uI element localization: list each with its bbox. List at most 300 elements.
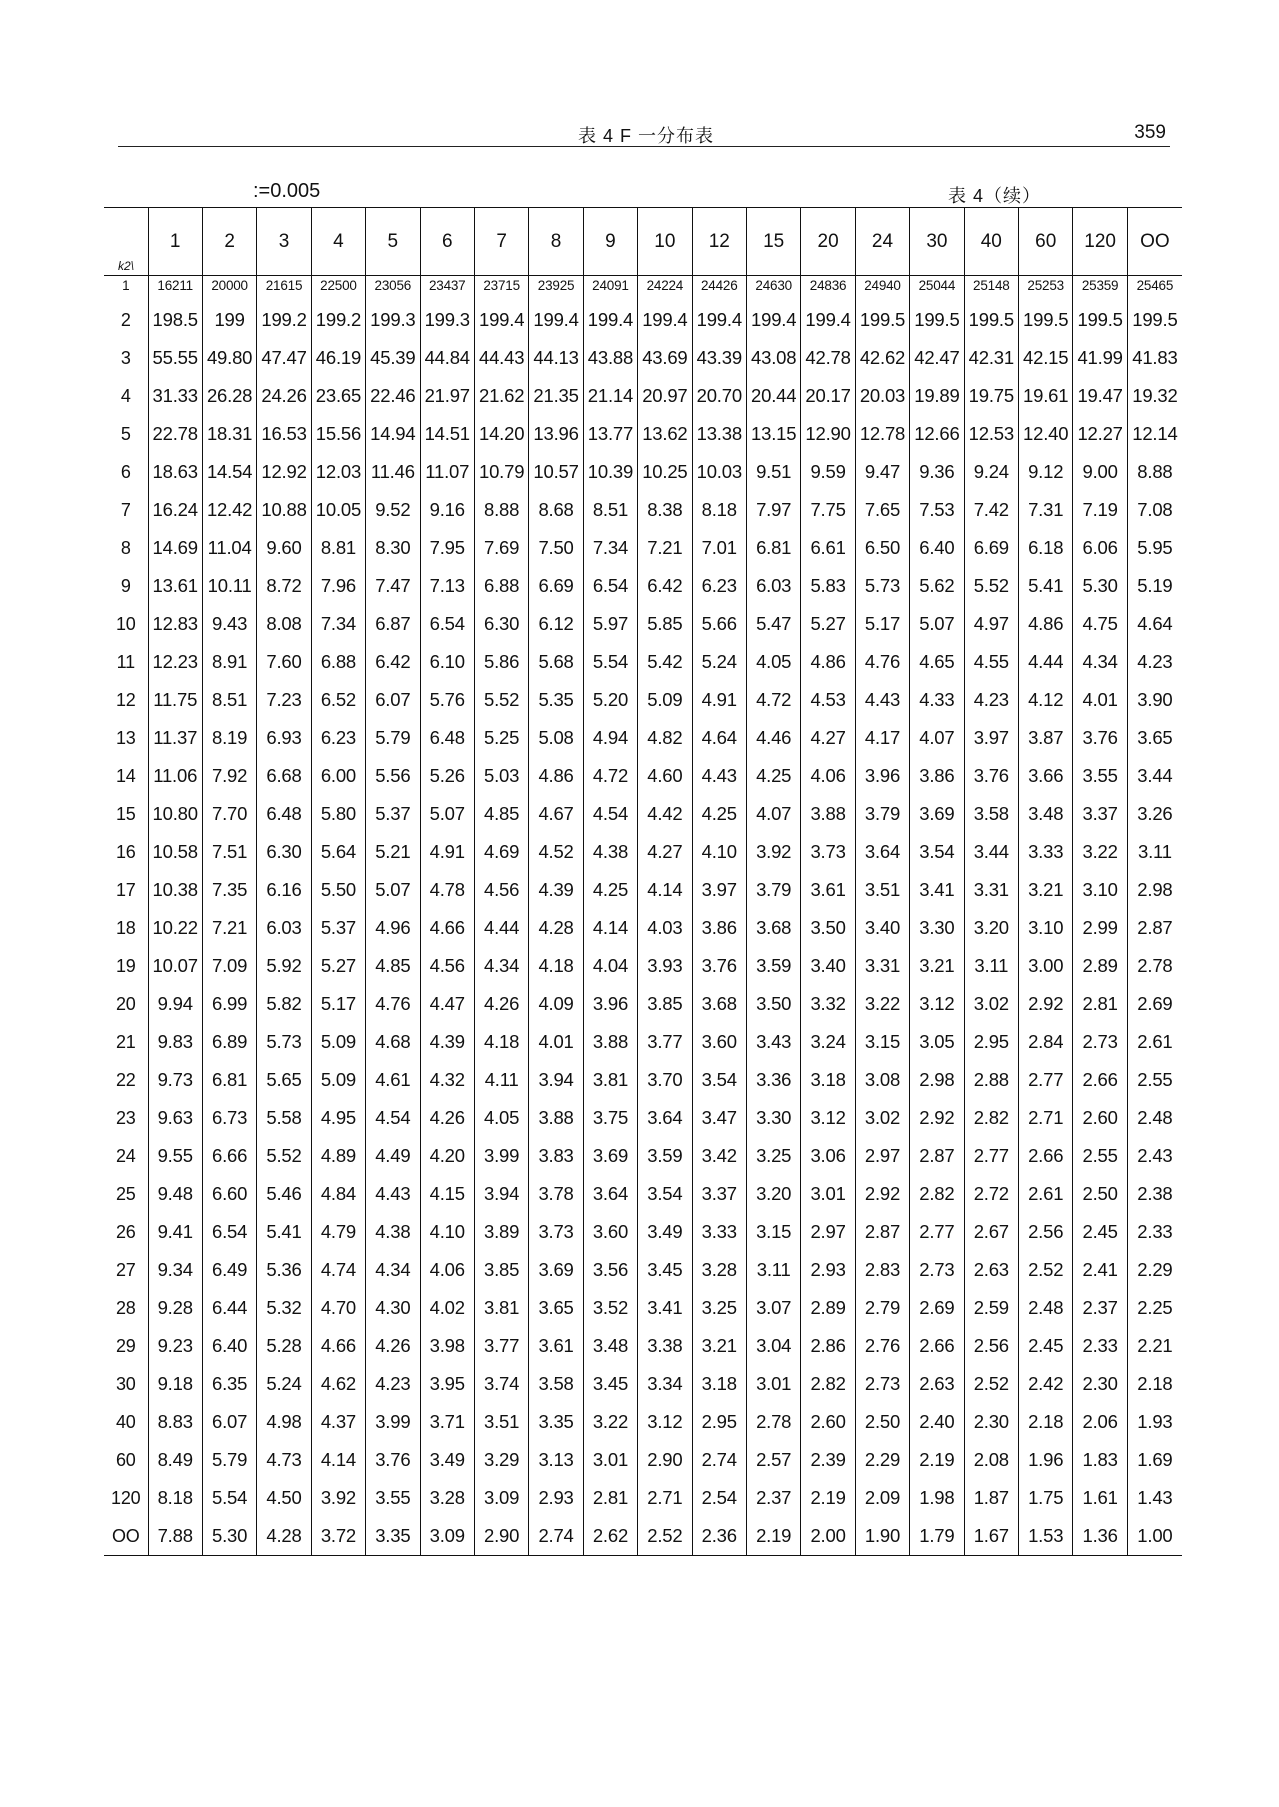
table-cell: 1.53 [1019, 1517, 1073, 1556]
corner-cell [104, 208, 148, 276]
table-cell: 3.01 [801, 1175, 855, 1213]
table-cell: 4.68 [366, 1023, 420, 1061]
table-cell: 3.83 [529, 1137, 583, 1175]
table-cell: 199.5 [1019, 301, 1073, 339]
table-cell: 4.52 [529, 833, 583, 871]
table-cell: 3.88 [801, 795, 855, 833]
row-label: 9 [120, 575, 131, 596]
table-cell: 2.99 [1073, 909, 1127, 947]
table-cell: 3.09 [420, 1517, 474, 1556]
table-row [104, 1441, 1182, 1479]
table-cell: 5.21 [366, 833, 420, 871]
table-cell: 3.86 [692, 909, 746, 947]
table-cell: 25359 [1073, 276, 1127, 302]
table-cell: 5.68 [529, 643, 583, 681]
table-cell: 6.00 [311, 757, 365, 795]
table-cell: 4.15 [420, 1175, 474, 1213]
table-cell: 3.28 [420, 1479, 474, 1517]
table-cell: 10.39 [583, 453, 637, 491]
table-cell: 3.21 [910, 947, 964, 985]
row-label: 18 [115, 917, 136, 938]
table-cell: 4.56 [420, 947, 474, 985]
table-cell: 2.19 [910, 1441, 964, 1479]
table-cell: 4.64 [692, 719, 746, 757]
table-cell: 5.46 [257, 1175, 311, 1213]
table-cell: 5.30 [1073, 567, 1127, 605]
table-cell: 3.76 [692, 947, 746, 985]
table-cell: 5.35 [529, 681, 583, 719]
table-cell: 2.66 [910, 1327, 964, 1365]
table-cell: 3.10 [1073, 871, 1127, 909]
table-cell: 7.70 [202, 795, 256, 833]
table-cell: 6.81 [746, 529, 800, 567]
table-cell: 2.59 [964, 1289, 1018, 1327]
table-cell: 4.25 [692, 795, 746, 833]
table-cell: 5.41 [257, 1213, 311, 1251]
table-cell: 1.90 [855, 1517, 909, 1556]
table-cell: 41.99 [1073, 339, 1127, 377]
table-cell: 6.35 [202, 1365, 256, 1403]
table-cell: 10.03 [692, 453, 746, 491]
column-header: 4 [311, 208, 365, 276]
table-cell: 14.69 [148, 529, 202, 567]
table-cell: 3.93 [638, 947, 692, 985]
row-label: 2 [120, 309, 131, 330]
table-cell: 12.14 [1127, 415, 1182, 453]
table-cell: 5.09 [311, 1061, 365, 1099]
table-cell: 3.73 [801, 833, 855, 871]
table-cell: 3.88 [529, 1099, 583, 1137]
table-cell: 42.15 [1019, 339, 1073, 377]
table-cell: 4.62 [311, 1365, 365, 1403]
table-cell: 2.21 [1127, 1327, 1182, 1365]
table-cell: 8.18 [148, 1479, 202, 1517]
table-cell: 6.50 [855, 529, 909, 567]
table-cell: 13.77 [583, 415, 637, 453]
table-cell: 4.70 [311, 1289, 365, 1327]
table-cell: 10.57 [529, 453, 583, 491]
table-cell: 3.30 [746, 1099, 800, 1137]
table-cell: 4.69 [474, 833, 528, 871]
table-cell: 2.56 [1019, 1213, 1073, 1251]
table-cell: 3.96 [855, 757, 909, 795]
table-cell: 9.36 [910, 453, 964, 491]
table-cell: 6.30 [257, 833, 311, 871]
table-cell: 6.68 [257, 757, 311, 795]
table-cell: 42.31 [964, 339, 1018, 377]
row-label: 16 [115, 841, 136, 862]
table-cell: 3.01 [583, 1441, 637, 1479]
table-row [104, 1099, 1182, 1137]
column-header: 7 [474, 208, 528, 276]
table-cell: 4.73 [257, 1441, 311, 1479]
table-cell: 4.27 [801, 719, 855, 757]
table-cell: 24426 [692, 276, 746, 302]
table-cell: 43.88 [583, 339, 637, 377]
table-cell: 41.83 [1127, 339, 1182, 377]
table-cell: 3.42 [692, 1137, 746, 1175]
table-cell: 2.69 [1127, 985, 1182, 1023]
page-number: 359 [1134, 122, 1166, 143]
table-cell: 3.69 [529, 1251, 583, 1289]
table-cell: 2.52 [638, 1517, 692, 1556]
table-cell: 3.24 [801, 1023, 855, 1061]
table-cell: 12.92 [257, 453, 311, 491]
table-cell: 9.34 [148, 1251, 202, 1289]
table-cell: 3.44 [1127, 757, 1182, 795]
row-label: 3 [120, 347, 131, 368]
table-cell: 3.02 [964, 985, 1018, 1023]
table-row [104, 415, 1182, 453]
table-cell: 3.09 [474, 1479, 528, 1517]
table-cell: 4.86 [1019, 605, 1073, 643]
column-header: 8 [529, 208, 583, 276]
table-cell: 5.52 [257, 1137, 311, 1175]
table-cell: 3.81 [474, 1289, 528, 1327]
table-cell: 4.26 [474, 985, 528, 1023]
row-label: 7 [120, 499, 131, 520]
table-cell: 2.90 [638, 1441, 692, 1479]
table-cell: 8.30 [366, 529, 420, 567]
table-cell: 7.60 [257, 643, 311, 681]
table-cell: 24630 [746, 276, 800, 302]
table-cell: 4.96 [366, 909, 420, 947]
table-cell: 4.76 [366, 985, 420, 1023]
table-cell: 2.57 [746, 1441, 800, 1479]
table-cell: 2.92 [910, 1099, 964, 1137]
table-cell: 6.88 [311, 643, 365, 681]
table-cell: 2.50 [1073, 1175, 1127, 1213]
table-cell: 3.32 [801, 985, 855, 1023]
table-cell: 5.54 [583, 643, 637, 681]
table-cell: 7.69 [474, 529, 528, 567]
table-cell: 2.38 [1127, 1175, 1182, 1213]
table-cell: 4.05 [474, 1099, 528, 1137]
table-cell: 2.86 [801, 1327, 855, 1365]
table-cell: 3.69 [583, 1137, 637, 1175]
table-row [104, 1023, 1182, 1061]
table-cell: 4.43 [855, 681, 909, 719]
table-cell: 3.02 [855, 1099, 909, 1137]
table-cell: 26.28 [202, 377, 256, 415]
table-cell: 4.72 [746, 681, 800, 719]
table-cell: 25044 [910, 276, 964, 302]
table-cell: 5.30 [202, 1517, 256, 1556]
table-cell: 19.89 [910, 377, 964, 415]
table-cell: 4.26 [420, 1099, 474, 1137]
table-cell: 4.79 [311, 1213, 365, 1251]
table-cell: 4.38 [583, 833, 637, 871]
table-cell: 22.78 [148, 415, 202, 453]
table-cell: 2.52 [1019, 1251, 1073, 1289]
table-cell: 7.97 [746, 491, 800, 529]
table-cell: 5.95 [1127, 529, 1182, 567]
table-cell: 2.30 [1073, 1365, 1127, 1403]
table-cell: 13.15 [746, 415, 800, 453]
table-row [104, 1517, 1182, 1556]
table-cell: 3.79 [746, 871, 800, 909]
table-cell: 12.03 [311, 453, 365, 491]
table-cell: 4.43 [366, 1175, 420, 1213]
table-cell: 6.40 [910, 529, 964, 567]
table-cell: 7.50 [529, 529, 583, 567]
table-cell: 3.76 [1073, 719, 1127, 757]
table-cell: 4.98 [257, 1403, 311, 1441]
table-cell: 199.3 [420, 301, 474, 339]
table-cell: 3.12 [801, 1099, 855, 1137]
column-header: 10 [638, 208, 692, 276]
table-cell: 1.96 [1019, 1441, 1073, 1479]
table-cell: 199.4 [638, 301, 692, 339]
table-cell: 10.38 [148, 871, 202, 909]
table-cell: 20000 [202, 276, 256, 302]
table-cell: 25148 [964, 276, 1018, 302]
table-cell: 2.74 [692, 1441, 746, 1479]
table-row [104, 833, 1182, 871]
table-cell: 4.85 [474, 795, 528, 833]
table-cell: 2.61 [1127, 1023, 1182, 1061]
table-cell: 3.54 [692, 1061, 746, 1099]
table-cell: 3.73 [529, 1213, 583, 1251]
table-cell: 6.93 [257, 719, 311, 757]
table-cell: 7.88 [148, 1517, 202, 1556]
table-cell: 12.40 [1019, 415, 1073, 453]
table-row [104, 757, 1182, 795]
row-label: 4 [120, 385, 131, 406]
table-cell: 3.98 [420, 1327, 474, 1365]
table-cell: 2.98 [1127, 871, 1182, 909]
table-cell: 3.15 [746, 1213, 800, 1251]
table-cell: 5.62 [910, 567, 964, 605]
table-cell: 4.75 [1073, 605, 1127, 643]
table-cell: 11.07 [420, 453, 474, 491]
table-cell: 23.65 [311, 377, 365, 415]
table-cell: 3.18 [801, 1061, 855, 1099]
table-cell: 2.82 [910, 1175, 964, 1213]
row-label: 6 [120, 461, 131, 482]
table-cell: 1.87 [964, 1479, 1018, 1517]
table-row [104, 871, 1182, 909]
table-cell: 2.87 [910, 1137, 964, 1175]
table-cell: 11.37 [148, 719, 202, 757]
table-cell: 2.93 [529, 1479, 583, 1517]
table-cell: 14.54 [202, 453, 256, 491]
table-cell: 10.80 [148, 795, 202, 833]
table-cell: 2.40 [910, 1403, 964, 1441]
table-cell: 2.82 [801, 1365, 855, 1403]
table-cell: 2.71 [638, 1479, 692, 1517]
table-cell: 2.78 [1127, 947, 1182, 985]
table-cell: 5.80 [311, 795, 365, 833]
table-cell: 5.58 [257, 1099, 311, 1137]
table-cell: 3.85 [474, 1251, 528, 1289]
table-cell: 3.60 [583, 1213, 637, 1251]
table-cell: 2.95 [692, 1403, 746, 1441]
table-cell: 4.50 [257, 1479, 311, 1517]
table-cell: 4.97 [964, 605, 1018, 643]
table-cell: 2.77 [910, 1213, 964, 1251]
table-cell: 5.27 [801, 605, 855, 643]
table-cell: 6.69 [529, 567, 583, 605]
table-cell: 3.51 [474, 1403, 528, 1441]
table-cell: 11.46 [366, 453, 420, 491]
row-label: 17 [115, 879, 136, 900]
table-cell: 3.25 [746, 1137, 800, 1175]
table-cell: 10.88 [257, 491, 311, 529]
table-cell: 3.38 [638, 1327, 692, 1365]
table-cell: 9.18 [148, 1365, 202, 1403]
table-cell: 9.16 [420, 491, 474, 529]
table-cell: 1.43 [1127, 1479, 1182, 1517]
table-cell: 2.93 [801, 1251, 855, 1289]
table-cell: 3.77 [474, 1327, 528, 1365]
table-cell: 4.28 [529, 909, 583, 947]
table-cell: 42.78 [801, 339, 855, 377]
table-cell: 4.44 [474, 909, 528, 947]
table-cell: 4.42 [638, 795, 692, 833]
table-cell: 5.03 [474, 757, 528, 795]
table-cell: 2.37 [746, 1479, 800, 1517]
table-cell: 4.20 [420, 1137, 474, 1175]
table-cell: 7.65 [855, 491, 909, 529]
table-cell: 4.78 [420, 871, 474, 909]
table-cell: 7.09 [202, 947, 256, 985]
table-cell: 5.73 [257, 1023, 311, 1061]
table-cell: 24836 [801, 276, 855, 302]
table-cell: 5.20 [583, 681, 637, 719]
table-cell: 5.65 [257, 1061, 311, 1099]
table-cell: 24.26 [257, 377, 311, 415]
table-cell: 2.67 [964, 1213, 1018, 1251]
table-cell: 10.25 [638, 453, 692, 491]
table-cell: 5.25 [474, 719, 528, 757]
column-header: 5 [366, 208, 420, 276]
row-label: 20 [115, 993, 136, 1014]
table-cell: 9.12 [1019, 453, 1073, 491]
table-cell: 4.18 [474, 1023, 528, 1061]
table-cell: 2.33 [1073, 1327, 1127, 1365]
table-cell: 3.35 [529, 1403, 583, 1441]
table-cell: 12.90 [801, 415, 855, 453]
table-cell: 2.45 [1019, 1327, 1073, 1365]
table-cell: 16.24 [148, 491, 202, 529]
table-cell: 2.45 [1073, 1213, 1127, 1251]
table-cell: 4.67 [529, 795, 583, 833]
table-cell: 43.08 [746, 339, 800, 377]
table-cell: 25465 [1127, 276, 1182, 302]
table-cell: 5.28 [257, 1327, 311, 1365]
table-cell: 24091 [583, 276, 637, 302]
table-cell: 3.22 [583, 1403, 637, 1441]
table-cell: 2.89 [801, 1289, 855, 1327]
table-cell: 4.07 [910, 719, 964, 757]
table-cell: 21615 [257, 276, 311, 302]
table-cell: 4.91 [420, 833, 474, 871]
column-header: 60 [1019, 208, 1073, 276]
table-cell: 9.59 [801, 453, 855, 491]
table-cell: 3.92 [311, 1479, 365, 1517]
table-cell: 2.52 [964, 1365, 1018, 1403]
table-cell: 199.2 [257, 301, 311, 339]
table-cell: 3.79 [855, 795, 909, 833]
table-cell: 3.59 [638, 1137, 692, 1175]
table-cell: 4.49 [366, 1137, 420, 1175]
table-cell: 2.72 [964, 1175, 1018, 1213]
table-cell: 3.31 [855, 947, 909, 985]
table-cell: 9.83 [148, 1023, 202, 1061]
table-cell: 8.51 [202, 681, 256, 719]
table-cell: 20.44 [746, 377, 800, 415]
table-cell: 4.64 [1127, 605, 1182, 643]
table-cell: 2.87 [855, 1213, 909, 1251]
table-cell: 199.5 [964, 301, 1018, 339]
table-cell: 3.52 [583, 1289, 637, 1327]
table-cell: 3.61 [801, 871, 855, 909]
table-cell: 4.56 [474, 871, 528, 909]
table-cell: 3.64 [855, 833, 909, 871]
table-cell: 4.91 [692, 681, 746, 719]
table-cell: 2.92 [855, 1175, 909, 1213]
table-cell: 5.66 [692, 605, 746, 643]
table-cell: 3.31 [964, 871, 1018, 909]
table-cell: 6.30 [474, 605, 528, 643]
table-cell: 22500 [311, 276, 365, 302]
table-cell: 3.54 [638, 1175, 692, 1213]
table-row [104, 1289, 1182, 1327]
table-header-row [104, 208, 1182, 276]
table-cell: 1.36 [1073, 1517, 1127, 1556]
table-cell: 6.52 [311, 681, 365, 719]
table-cell: 4.34 [1073, 643, 1127, 681]
table-row [104, 1403, 1182, 1441]
row-label: 23 [115, 1107, 136, 1128]
table-cell: 4.03 [638, 909, 692, 947]
table-cell: 3.56 [583, 1251, 637, 1289]
table-cell: 20.70 [692, 377, 746, 415]
table-cell: 3.89 [474, 1213, 528, 1251]
table-cell: 6.12 [529, 605, 583, 643]
table-cell: 11.04 [202, 529, 256, 567]
table-cell: 3.10 [1019, 909, 1073, 947]
table-cell: 2.66 [1073, 1061, 1127, 1099]
table-row [104, 681, 1182, 719]
table-cell: 3.12 [638, 1403, 692, 1441]
table-cell: 2.76 [855, 1327, 909, 1365]
table-cell: 5.41 [1019, 567, 1073, 605]
table-cell: 2.77 [964, 1137, 1018, 1175]
table-cell: 3.12 [910, 985, 964, 1023]
row-label: 60 [115, 1449, 136, 1470]
table-row [104, 301, 1182, 339]
table-cell: 3.40 [801, 947, 855, 985]
table-cell: 3.20 [964, 909, 1018, 947]
table-cell: 5.79 [366, 719, 420, 757]
table-cell: 3.77 [638, 1023, 692, 1061]
table-cell: 5.17 [311, 985, 365, 1023]
table-cell: 2.81 [583, 1479, 637, 1517]
table-cell: 4.32 [420, 1061, 474, 1099]
table-cell: 2.25 [1127, 1289, 1182, 1327]
table-cell: 4.82 [638, 719, 692, 757]
table-cell: 4.66 [311, 1327, 365, 1365]
table-cell: 2.30 [964, 1403, 1018, 1441]
table-cell: 49.80 [202, 339, 256, 377]
table-cell: 9.55 [148, 1137, 202, 1175]
table-cell: 2.92 [1019, 985, 1073, 1023]
table-cell: 3.41 [910, 871, 964, 909]
table-cell: 8.38 [638, 491, 692, 529]
table-cell: 6.07 [366, 681, 420, 719]
